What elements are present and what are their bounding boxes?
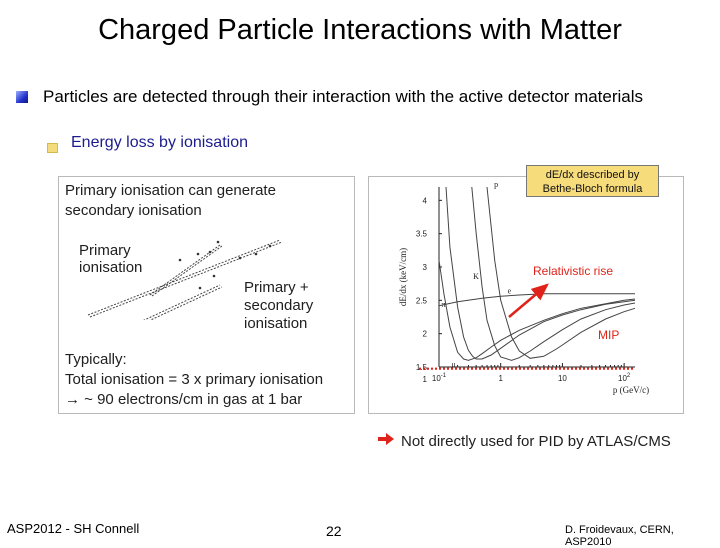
series-label: μ: [451, 360, 456, 369]
ionisation-heading-line1: Primary ionisation can generate: [65, 182, 276, 199]
bethe-bloch-chart: [368, 176, 684, 414]
primary-label-line2: ionisation: [79, 259, 143, 276]
secondary-label-line1: Primary +: [244, 279, 309, 296]
y-tick-label: 1: [422, 375, 427, 384]
bethe-bloch-callout: [526, 165, 659, 197]
secondary-track-2: [140, 285, 222, 320]
secondary-label-line2: secondary: [244, 297, 314, 314]
primary-label-line1: Primary: [79, 242, 131, 259]
series-label: e: [507, 286, 512, 296]
x-tick-label: 1: [498, 374, 503, 383]
y-tick-label: 2.5: [415, 296, 427, 306]
x-tick-label: $10^{-1}$: [431, 373, 447, 383]
relativistic-rise-label: Relativistic rise: [533, 264, 614, 278]
footer-course: ASP2012 - SH Connell: [7, 521, 140, 536]
series-label: K: [473, 272, 479, 281]
right-arrow-icon: [377, 432, 395, 446]
bullet-detection: Particles are detected through their interaction with the active detector materials: [43, 87, 644, 106]
callout-line2: Bethe-Bloch formula: [542, 183, 643, 195]
small-square-bullet-icon: [47, 143, 58, 153]
y-axis-label: dE/dx (keV/cm): [398, 247, 408, 307]
square-bullet-icon: [16, 91, 28, 103]
y-tick-label: 4: [422, 196, 427, 206]
y-tick-label: 3.5: [415, 229, 427, 239]
secondary-label-line3: ionisation: [244, 315, 308, 332]
slide-title: Charged Particle Interactions with Matter: [98, 14, 622, 46]
series-label: π: [441, 300, 446, 309]
typically-line2: Total ionisation = 3 x primary ionisation: [65, 371, 324, 388]
callout-line1: dE/dx described by: [545, 169, 640, 181]
pid-note: Not directly used for PID by ATLAS/CMS: [401, 433, 671, 450]
x-tick-label: 10: [557, 374, 567, 383]
typically-line3: → ~ 90 electrons/cm in gas at 1 bar: [65, 391, 303, 408]
y-tick-label: 1.5: [415, 363, 427, 372]
page-number: 22: [326, 523, 342, 539]
mip-label: MIP: [598, 328, 620, 342]
x-axis-label: p (GeV/c): [612, 385, 650, 395]
typically-line1: Typically:: [65, 351, 127, 368]
y-tick-label: 2: [422, 329, 427, 339]
chart-svg: [369, 177, 683, 413]
relativistic-rise-arrow: [509, 285, 547, 317]
bullet-energy-loss: Energy loss by ionisation: [71, 134, 248, 151]
x-tick-label: $10^2$: [618, 373, 631, 383]
footer-credit: D. Froidevaux, CERN, ASP2010: [565, 524, 674, 548]
series-label: p: [494, 180, 499, 189]
y-tick-label: 3: [422, 263, 427, 272]
primary-track: [150, 245, 222, 296]
ionisation-heading-line2: secondary ionisation: [65, 202, 202, 219]
